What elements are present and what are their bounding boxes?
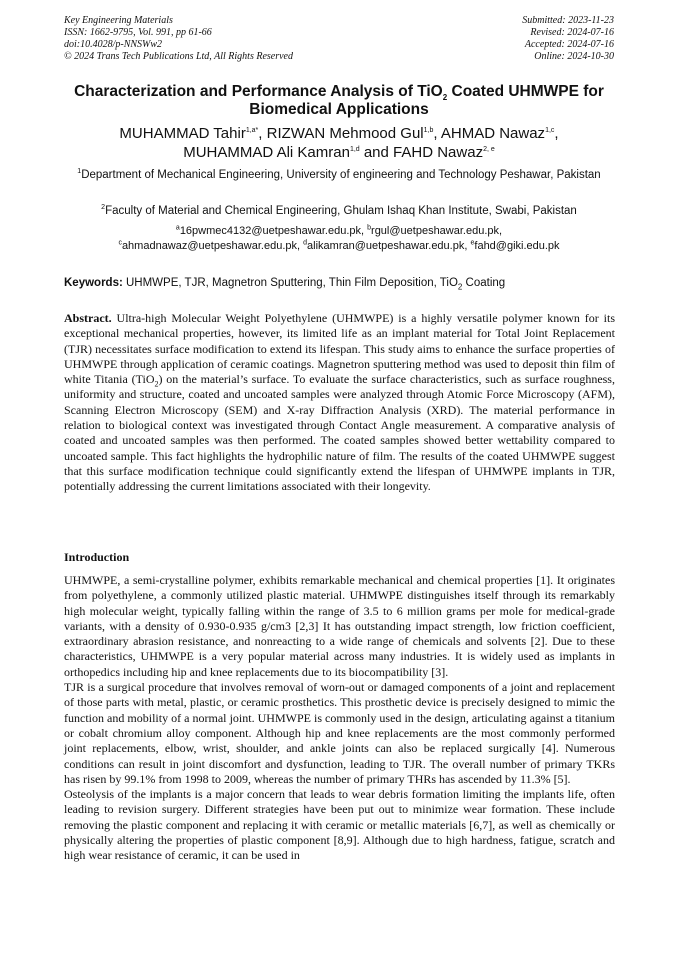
- author-sup: 1,a*: [245, 127, 259, 134]
- email-sup: b: [367, 224, 372, 232]
- author-sup: 1,c: [545, 127, 555, 134]
- author-name: FAHD Nawaz: [393, 144, 484, 161]
- email-sup: d: [303, 239, 308, 247]
- email-sep: ,: [464, 240, 471, 252]
- affiliation-text: Department of Mechanical Engineering, University of engineering and Technology Peshawar, Pakistan: [81, 169, 601, 181]
- date-submitted: Submitted: 2023-11-23: [522, 15, 614, 26]
- journal-copyright: © 2024 Trans Tech Publications Ltd, All Rights Reserved: [64, 51, 293, 62]
- introduction-body: [64, 573, 615, 864]
- email-link[interactable]: fahd@giki.edu.pk: [474, 240, 560, 252]
- email-sep: ,: [297, 240, 304, 252]
- paper-title: [50, 83, 628, 119]
- title-sub: 2: [442, 93, 448, 103]
- intro-paragraph: Osteolysis of the implants is a major concern that leads to wear debris formation limiting the implants life, often leading to revision surgery. Different strategies have been put out to minimize wear formation. These include removing the plastic component and replacing it with ceramic or metallic materials [6,7], as well as chemically or physically altering the properties of plastic component [8,9]. Although due to high hardness, fatigue, scratch and high wear resistance of ceramic, it can be used in: [64, 787, 615, 863]
- email-link[interactable]: 16pwmec4132@uetpeshawar.edu.pk: [179, 225, 361, 237]
- intro-paragraph: TJR is a surgical procedure that involves removal of worn-out or damaged components of a joint and replacement of those parts with metal, plastic, or ceramic prosthetics. This prosthetic device is precisely designed to mimic the function and mobility of a normal joint. UHMWPE is commonly used in the design, articulating against a titanium or cobalt chromium alloy component. Although hip and knee replacements are the most commonly performed joint replacements, elbow, wrist, shoulder, and ankle joints can also be replaced surgically [4]. Numerous conditions can result in joint discomfort and dysfunction, leading to TJR. The overall number of primary TKRs has risen by 99.1% from 1998 to 2009, whereas the number of primary THRs has ascended by 11.3% [5].: [64, 680, 615, 786]
- email-line-2: [64, 239, 614, 254]
- email-sup: a: [175, 224, 180, 232]
- email-sep: ,: [361, 225, 368, 237]
- author-name: MUHAMMAD Ali Kamran: [183, 144, 350, 161]
- affiliation-sup: 2: [101, 204, 106, 212]
- affiliation-text: Faculty of Material and Chemical Engineering, Ghulam Ishaq Khan Institute, Swabi, Pakistan: [105, 205, 577, 217]
- date-revised: Revised: 2024-07-16: [530, 27, 614, 38]
- author-sep: ,: [554, 125, 559, 142]
- email-line-1: [64, 224, 614, 239]
- author-sep: ,: [258, 125, 267, 142]
- keywords: [64, 276, 616, 291]
- date-accepted: Accepted: 2024-07-16: [524, 39, 614, 50]
- keywords-sub: 2: [457, 282, 463, 292]
- abstract-text-after: ) on the material’s surface. To evaluate the surface characteristics, such as surface roughness, uniformity and structure, coated and uncoated samples were analyzed through Atomic Force Microscopy (AFM), Scanning Electron Microscopy (SEM) and X-ray Diffraction Analysis (XRD). The material performance in relation to biological context was investigated through Contact Angle measurement. A comparative analysis of coated and uncoated samples was then performed. The coated samples showed better wettability compared to uncoated sample. This fact highlights the hydrophilic nature of film. The results of the coated UHMWPE suggest that this surface modification technique could significantly extend the lifespan of UHMWPE implants in TJR, potentially addressing the current limitations associated with their longevity.: [64, 372, 615, 494]
- email-link[interactable]: rgul@uetpeshawar.edu.pk: [371, 225, 500, 237]
- email-sup: e: [470, 239, 475, 247]
- title-part2: Coated UHMWPE for Biomedical Applications: [249, 83, 604, 118]
- author-sup: 1,b: [423, 127, 434, 134]
- abstract-sub: 2: [154, 379, 159, 389]
- email-sup: c: [118, 239, 122, 247]
- author-sep: ,: [433, 125, 441, 142]
- email-list: [64, 224, 614, 254]
- keywords-tail: Coating: [462, 277, 506, 289]
- journal-issn: ISSN: 1662-9795, Vol. 991, pp 61-66: [64, 27, 212, 38]
- affiliation-2: [64, 204, 614, 219]
- abstract: [64, 311, 615, 495]
- email-link[interactable]: ahmadnawaz@uetpeshawar.edu.pk: [121, 240, 297, 252]
- author-sup: 1,d: [349, 146, 360, 153]
- intro-paragraph: UHMWPE, a semi-crystalline polymer, exhibits remarkable mechanical and chemical properties [1]. It originates from polyethylene, a commonly utilized plastic material. UHMWPE distinguishes itself through its remarkably high molecular weight, typically falling within the range of 3.5 to 6 million grams per mole for medical-grade variants, with a density of 0.930-0.935 g/cm3 [2,3] It has outstanding impact strength, low friction coefficient, extraordinary abrasion resistance, and nonreacting to a wide range of chemicals and solvents [2]. Due to these characteristics, UHMWPE is a very popular material across many industries. It is widely used as implants in orthopedics including hip and knee replacements due to its biocompatibility [3].: [64, 573, 615, 679]
- author-sup: 2, e: [483, 146, 495, 153]
- keywords-label: Keywords:: [64, 277, 123, 289]
- author-sep: and: [359, 144, 394, 161]
- author-list: [50, 124, 628, 162]
- author-name: AHMAD Nawaz: [440, 125, 546, 142]
- keywords-text: UHMWPE, TJR, Magnetron Sputtering, Thin Film Deposition, TiO: [122, 277, 458, 289]
- email-sep: ,: [499, 225, 503, 237]
- journal-doi: doi:10.4028/p-NNSWw2: [64, 39, 163, 50]
- journal-name: Key Engineering Materials: [64, 15, 173, 26]
- email-link[interactable]: alikamran@uetpeshawar.edu.pk: [307, 240, 465, 252]
- introduction-heading: Introduction: [64, 550, 130, 564]
- affiliation-sup: 1: [77, 168, 82, 176]
- journal-header: [64, 15, 293, 63]
- abstract-label: Abstract.: [64, 311, 112, 325]
- date-online: Online: 2024-10-30: [534, 51, 614, 62]
- title-part1: Characterization and Performance Analysis of TiO: [74, 83, 443, 100]
- abstract-text-before: Ultra-high Molecular Weight Polyethylene (UHMWPE) is a highly versatile polymer known for its exceptional mechanical properties, however, its limited life as an implant material for Total Joint Replacement (TJR) necessitates surface modification to extend its lifespan. This study aims to enhance the surface properties of UHMWPE through application of ceramic coatings. Magnetron sputtering method was used to deposit thin film of white Titania (TiO: [64, 311, 615, 387]
- author-name: MUHAMMAD Tahir: [119, 125, 246, 142]
- affiliation-1: [64, 168, 614, 183]
- author-name: RIZWAN Mehmood Gul: [266, 125, 424, 142]
- dates-header: [522, 15, 614, 63]
